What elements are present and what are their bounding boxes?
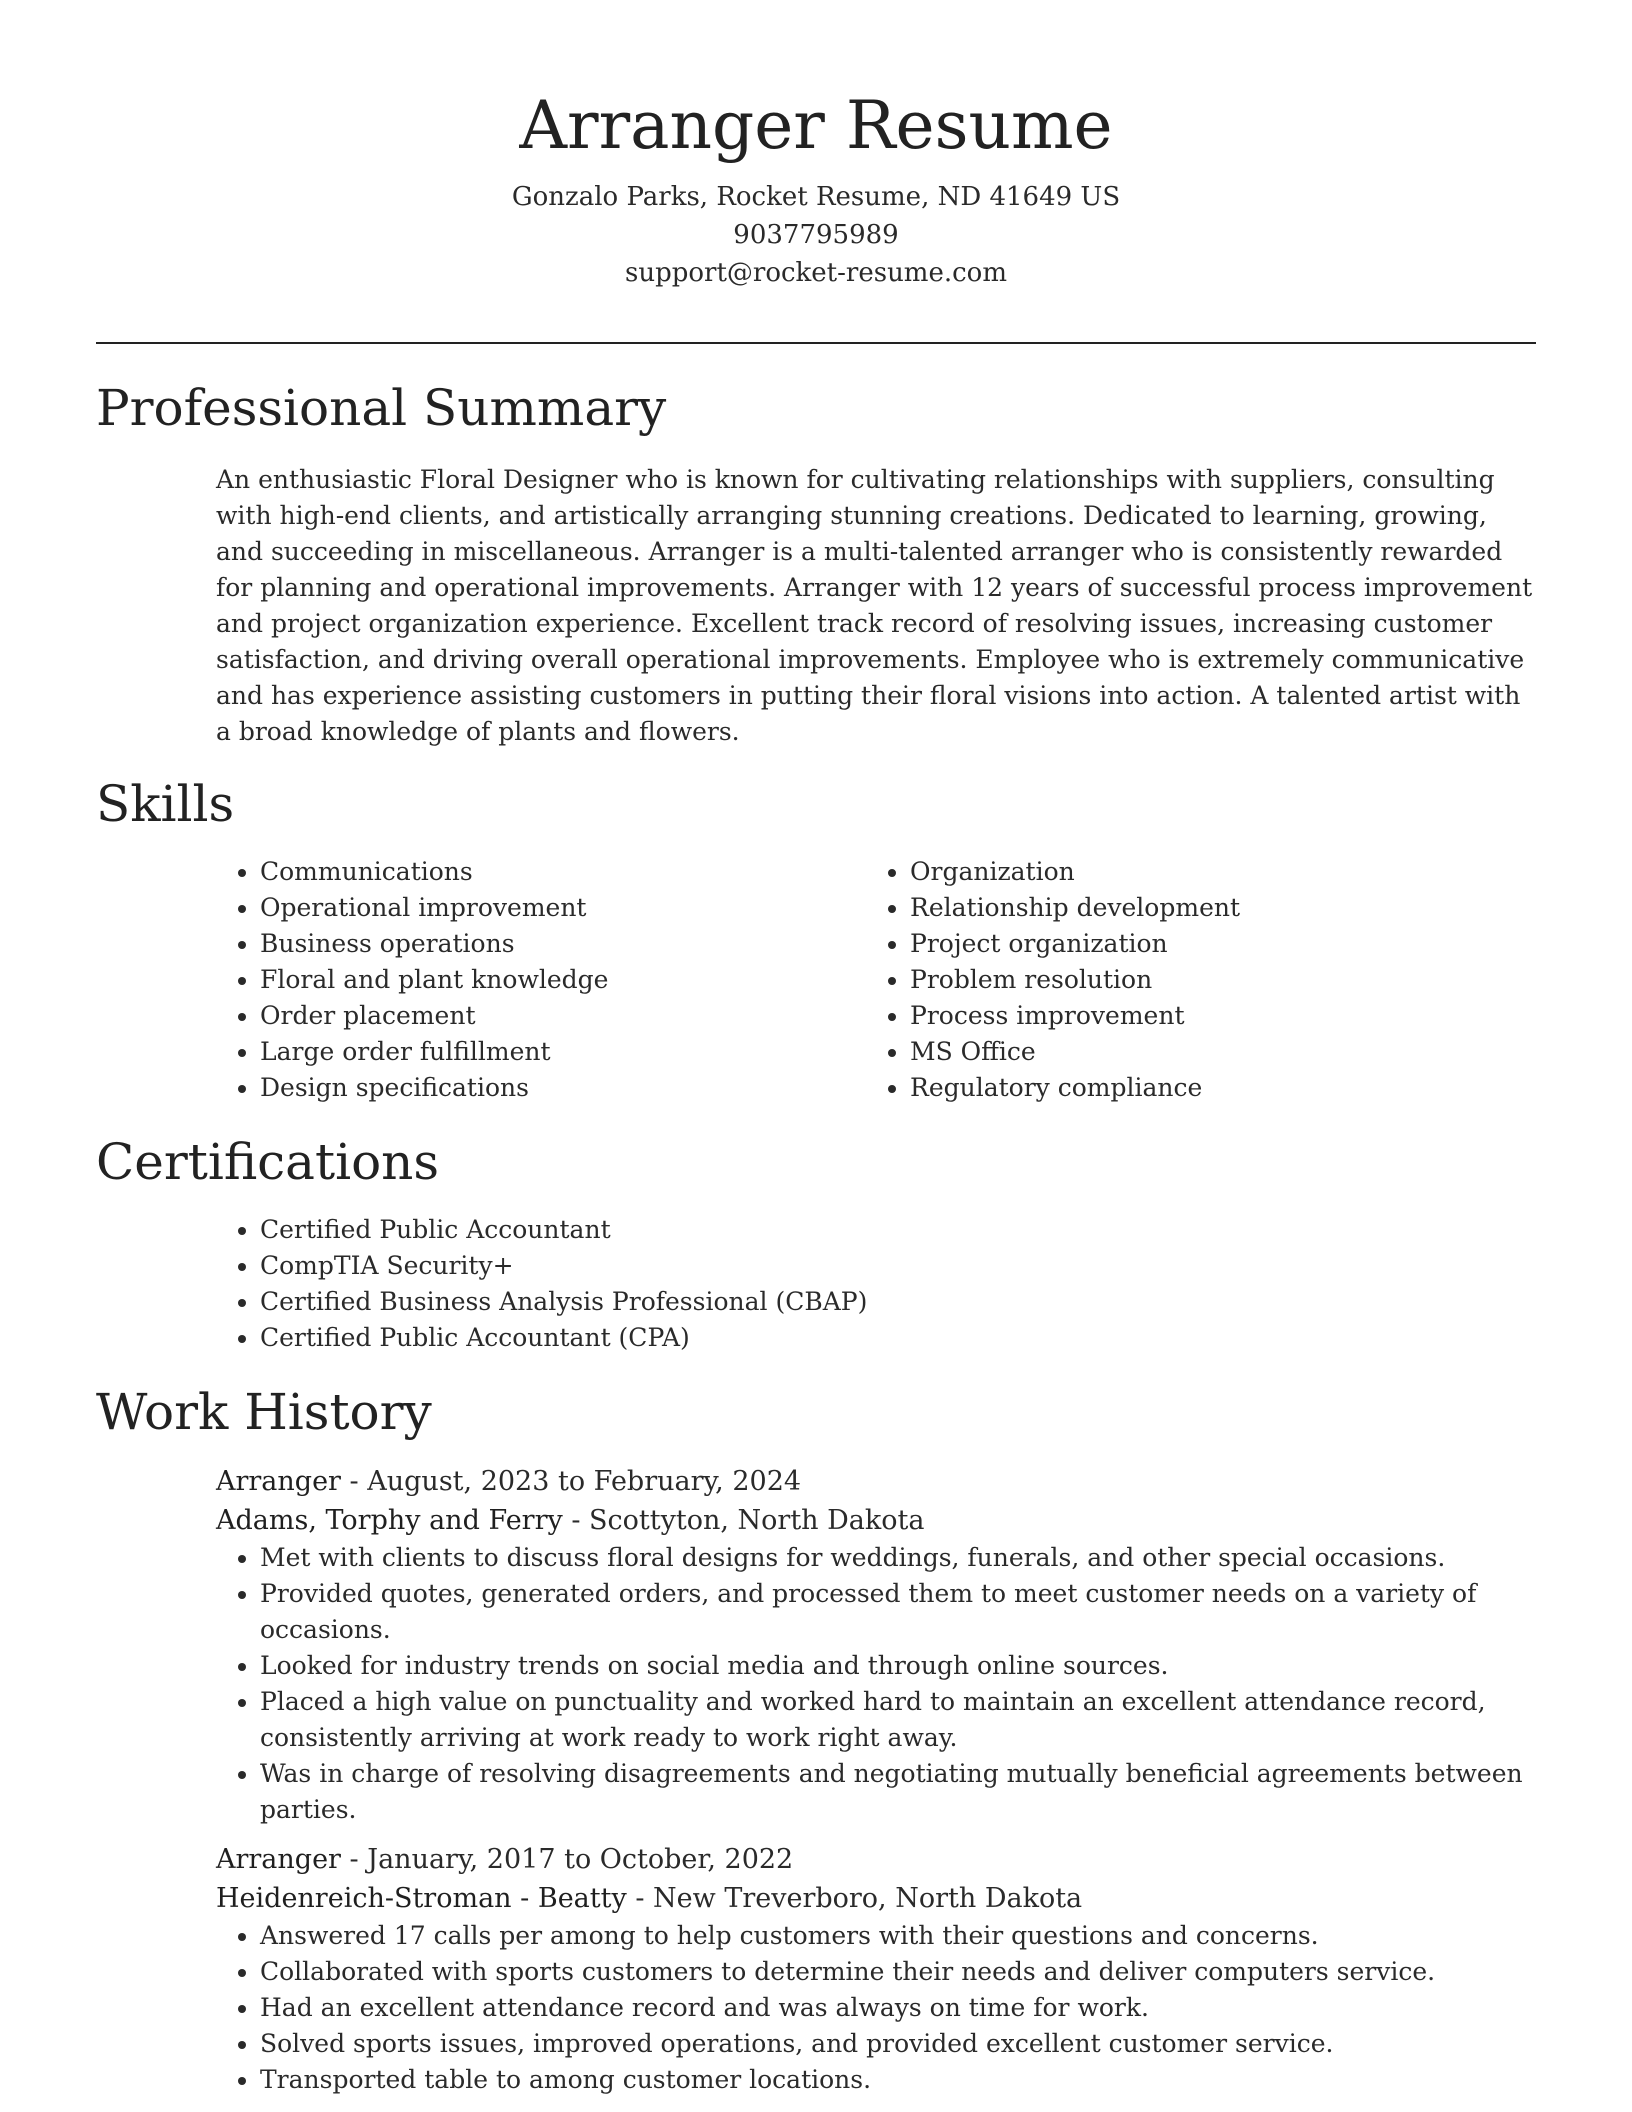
skills-column-left (216, 854, 836, 1106)
skill-item: • Operational improvement (260, 890, 836, 926)
job-bullets (216, 1918, 1536, 2098)
certification-item: • Certified Business Analysis Professional (CBAP) (260, 1284, 1536, 1320)
job-dates: January, 2017 to October, 2022 (367, 1844, 794, 1875)
summary-text: An enthusiastic Floral Designer who is known for cultivating relationships with suppliers, consulting with high-end clients, and artistically arranging stunning creations. Dedicated to learning, growing, and succeeding in miscellaneous. Arranger is a multi-talented arranger who is consistently rewarded for planning and operational improvements. Arranger with 12 years of successful process improvement and project organization experience. Excellent track record of resolving issues, increasing customer satisfaction, and driving overall operational improvements. Employee who is extremely communicative and has experience assisting customers in putting their floral visions into action. A talented artist with a broad knowledge of plants and flowers. (216, 465, 1533, 746)
certification-item: • CompTIA Security+ (260, 1248, 1536, 1284)
skills-column-right (866, 854, 1486, 1106)
certifications-list (216, 1212, 1536, 1356)
job-bullet: • Collaborated with sports customers to determine their needs and deliver computers service. (260, 1954, 1536, 1990)
job-separator: - (340, 1844, 368, 1875)
section-title-work-history: Work History (96, 1383, 432, 1441)
resume-header (0, 0, 1632, 292)
job-company-line (216, 1879, 1536, 1918)
job-entry (216, 1840, 1536, 2098)
job-bullet: • Met with clients to discuss floral designs for weddings, funerals, and other special occasions. (260, 1540, 1536, 1576)
job-role: Arranger (216, 1844, 341, 1875)
job-bullet: • Had an excellent attendance record and was always on time for work. (260, 1990, 1536, 2026)
job-bullet: • Looked for industry trends on social media and through online sources. (260, 1648, 1536, 1684)
skill-item: • Business operations (260, 926, 836, 962)
skill-item: • Organization (910, 854, 1486, 890)
job-bullet: • Answered 17 calls per among to help customers with their questions and concerns. (260, 1918, 1536, 1954)
job-bullet: • Transported table to among customer locations. (260, 2062, 1536, 2098)
job-role: Arranger (216, 1466, 341, 1497)
skill-item: • Project organization (910, 926, 1486, 962)
job-separator: - (562, 1505, 590, 1536)
skill-item: • Regulatory compliance (910, 1070, 1486, 1106)
job-bullet: • Provided quotes, generated orders, and processed them to meet customer needs on a variety of occasions. (260, 1576, 1536, 1648)
job-bullet: • Was in charge of resolving disagreements and negotiating mutually beneficial agreements between parties. (260, 1756, 1536, 1828)
job-separator: - (626, 1883, 654, 1914)
certification-item: • Certified Public Accountant (CPA) (260, 1320, 1536, 1356)
job-bullet: • Placed a high value on punctuality and worked hard to maintain an excellent attendance record, consistently arriving at work ready to work right away. (260, 1684, 1536, 1756)
job-bullet: • Solved sports issues, improved operations, and provided excellent customer service. (260, 2026, 1536, 2062)
skill-item: • Process improvement (910, 998, 1486, 1034)
skill-item: • Communications (260, 854, 836, 890)
certification-item: • Certified Public Accountant (260, 1212, 1536, 1248)
skill-item: • MS Office (910, 1034, 1486, 1070)
resume-title: Arranger Resume (519, 87, 1113, 164)
contact-address: Gonzalo Parks, Rocket Resume, ND 41649 US (511, 182, 1121, 212)
job-title-line (216, 1840, 1536, 1879)
job-company-line (216, 1501, 1536, 1540)
header-divider (96, 342, 1536, 344)
job-bullets (216, 1540, 1536, 1828)
job-location: New Treverboro, North Dakota (653, 1883, 1083, 1914)
skill-item: • Order placement (260, 998, 836, 1034)
section-title-summary: Professional Summary (96, 379, 667, 437)
job-company: Adams, Torphy and Ferry (216, 1505, 563, 1536)
job-location: Scottyton, North Dakota (589, 1505, 925, 1536)
contact-email: support@rocket-resume.com (624, 258, 1007, 288)
section-title-skills: Skills (96, 775, 235, 833)
job-separator: - (340, 1466, 368, 1497)
skill-item: • Design specifications (260, 1070, 836, 1106)
contact-phone: 9037795989 (733, 220, 899, 250)
skill-item: • Relationship development (910, 890, 1486, 926)
skill-item: • Problem resolution (910, 962, 1486, 998)
skill-item: • Large order fulfillment (260, 1034, 836, 1070)
job-company: Heidenreich-Stroman - Beatty (216, 1883, 627, 1914)
section-title-certifications: Certifications (96, 1133, 440, 1191)
skill-item: • Floral and plant knowledge (260, 962, 836, 998)
job-entry (216, 1462, 1536, 1828)
job-dates: August, 2023 to February, 2024 (367, 1466, 802, 1497)
job-title-line (216, 1462, 1536, 1501)
